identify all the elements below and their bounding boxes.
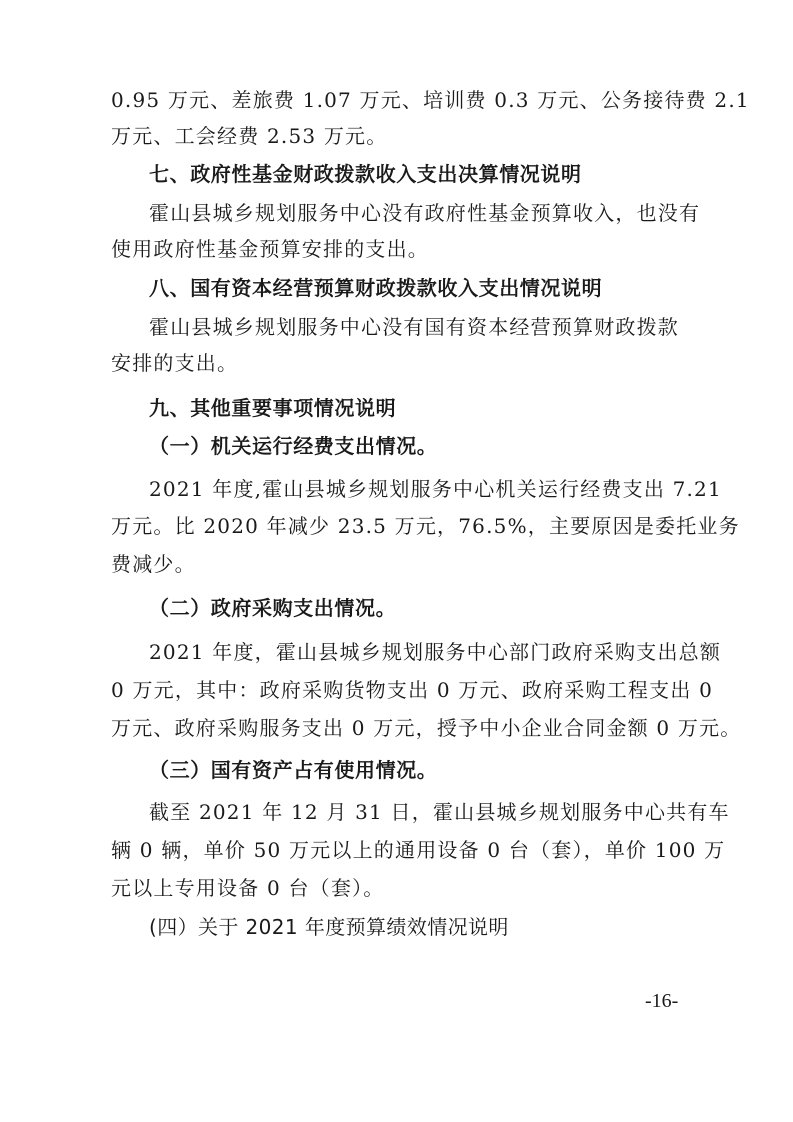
subsection-heading-1: （一）机关运行经费支出情况。 [149,434,438,458]
section-heading-8: 八、国有资本经营预算财政拨款收入支出情况说明 [149,276,603,300]
body-text-line: 元以上专用设备 0 台（套）。 [111,876,385,900]
body-text-line: 0 万元，其中：政府采购货物支出 0 万元、政府采购工程支出 0 [111,678,714,702]
body-text-line: 2021 年度，霍山县城乡规划服务中心部门政府采购支出总额 [149,640,722,664]
body-text-line: 截至 2021 年 12 月 31 日，霍山县城乡规划服务中心共有车 [149,800,730,824]
subsection-heading-3: （三）国有资产占有使用情况。 [149,758,438,782]
subsection-heading-2: （二）政府采购支出情况。 [149,596,397,620]
body-text-line: 辆 0 辆，单价 50 万元以上的通用设备 0 台（套），单价 100 万 [111,838,726,862]
subsection-heading-4: (四）关于 2021 年度预算绩效情况说明 [149,915,509,939]
body-text-line: 安排的支出。 [111,351,239,375]
body-text-line: 万元。比 2020 年减少 23.5 万元，76.5%，主要原因是委托业务 [111,514,740,538]
section-heading-7: 七、政府性基金财政拨款收入支出决算情况说明 [149,162,582,186]
body-text-line: 费减少。 [111,552,196,576]
page-number: -16- [645,990,679,1012]
body-text-line: 霍山县城乡规划服务中心没有国有资本经营预算财政拨款 [149,315,679,339]
body-text-line: 0.95 万元、差旅费 1.07 万元、培训费 0.3 万元、公务接待费 2.1 [111,88,750,112]
body-text-line: 2021 年度,霍山县城乡规划服务中心机关运行经费支出 7.21 [149,477,722,501]
body-text-line: 万元、政府采购服务支出 0 万元，授予中小企业合同金额 0 万元。 [111,716,742,740]
body-text-line: 使用政府性基金预算安排的支出。 [111,237,429,261]
body-text-line: 霍山县城乡规划服务中心没有政府性基金预算收入，也没有 [149,201,701,225]
body-text-line: 万元、工会经费 2.53 万元。 [111,124,388,148]
section-heading-9: 九、其他重要事项情况说明 [149,396,397,420]
